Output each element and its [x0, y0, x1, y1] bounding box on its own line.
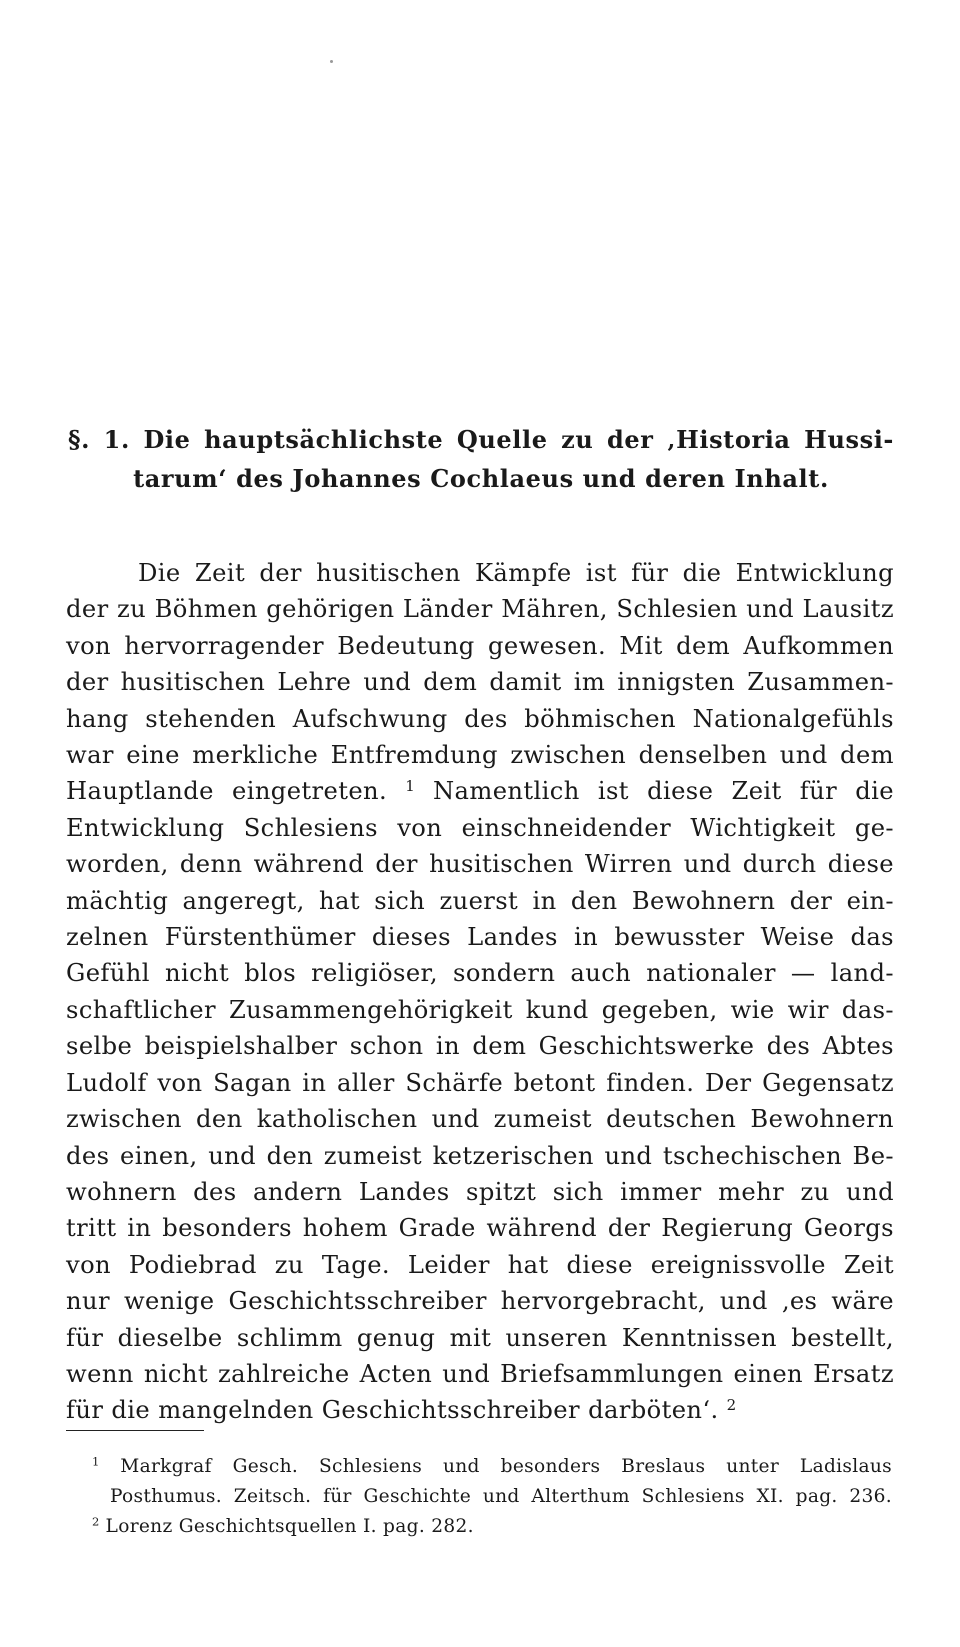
body-line: Gefühl nicht blos religiöser, sondern auch nationaler — land-: [66, 959, 894, 988]
body-line: von Podiebrad zu Tage. Leider hat diese ereignissvolle Zeit: [66, 1250, 894, 1279]
footnote-2-text: Lorenz Geschichtsquellen I. pag. 282.: [105, 1516, 474, 1537]
footnote-ref-2: 2: [726, 1396, 737, 1415]
section-heading: [68, 420, 894, 498]
body-line: wohnern des andern Landes spitzt sich immer mehr zu und: [66, 1177, 894, 1206]
body-line: der husitischen Lehre und dem damit im innigsten Zusammen-: [66, 668, 894, 697]
section-heading-line-1: §. 1. Die hauptsächlichste Quelle zu der ‚Historia Hussi-: [68, 425, 894, 454]
body-line: Ludolf von Sagan in aller Schärfe betont finden. Der Gegensatz: [66, 1068, 894, 1097]
body-line: hang stehenden Aufschwung des böhmischen Nationalgefühls: [66, 704, 894, 733]
body-line: selbe beispielshalber schon in dem Geschichtswerke des Abtes: [66, 1032, 894, 1061]
body-line-text: Hauptlande eingetreten.: [66, 777, 388, 806]
body-line: des einen, und den zumeist ketzerischen und tschechischen Be-: [66, 1141, 894, 1170]
body-paragraph: [66, 555, 894, 1429]
footnote-1-text: Markgraf Gesch. Schlesiens und besonders Breslaus unter Ladislaus: [120, 1456, 892, 1477]
footnote-1-continuation: Posthumus. Zeitsch. für Geschichte und Alterthum Schlesiens XI. pag. 236.: [110, 1486, 892, 1507]
body-line-text: Namentlich ist diese Zeit für die: [432, 777, 894, 806]
body-line: mächtig angeregt, hat sich zuerst in den Bewohnern der ein-: [66, 886, 894, 915]
body-line: tritt in besonders hohem Grade während der Regierung Georgs: [66, 1214, 894, 1243]
body-line: schaftlicher Zusammengehörigkeit kund gegeben, wie wir das-: [66, 995, 894, 1024]
body-line: nur wenige Geschichtsschreiber hervorgebracht, und ‚es wäre: [66, 1287, 894, 1316]
body-line: zwischen den katholischen und zumeist deutschen Bewohnern: [66, 1105, 894, 1134]
body-line: worden, denn während der husitischen Wirren und durch diese: [66, 850, 894, 879]
section-heading-line-2: tarum‘ des Johannes Cochlaeus und deren Inhalt.: [133, 464, 829, 493]
body-line: Die Zeit der husitischen Kämpfe ist für die Entwicklung: [138, 559, 894, 587]
footnote-separator: [66, 1430, 204, 1431]
footnote-1: [92, 1452, 892, 1482]
body-line: von hervorragender Bedeutung gewesen. Mit dem Aufkommen: [66, 631, 894, 660]
body-line: wenn nicht zahlreiche Acten und Briefsammlungen einen Ersatz: [66, 1359, 894, 1388]
footnotes: [92, 1452, 892, 1542]
footnote-marker-2: 2: [92, 1514, 100, 1529]
footnote-ref-1: 1: [405, 777, 415, 796]
scan-speck: [330, 60, 333, 63]
body-line: Entwicklung Schlesiens von einschneidender Wichtigkeit ge-: [66, 813, 894, 842]
body-line: zelnen Fürstenthümer dieses Landes in bewusster Weise das: [66, 923, 894, 952]
footnote-2: [92, 1512, 892, 1542]
body-line: war eine merkliche Entfremdung zwischen denselben und dem: [66, 741, 894, 770]
body-line: für dieselbe schlimm genug mit unseren Kenntnissen bestellt,: [66, 1323, 894, 1352]
footnote-marker-1: 1: [92, 1454, 100, 1469]
body-line-with-footnote-ref: [66, 773, 894, 809]
body-line-text: für die mangelnden Geschichtsschreiber darböten‘.: [66, 1396, 719, 1425]
body-line-with-footnote-ref: [66, 1392, 894, 1428]
body-line: der zu Böhmen gehörigen Länder Mähren, Schlesien und Lausitz: [66, 595, 894, 624]
